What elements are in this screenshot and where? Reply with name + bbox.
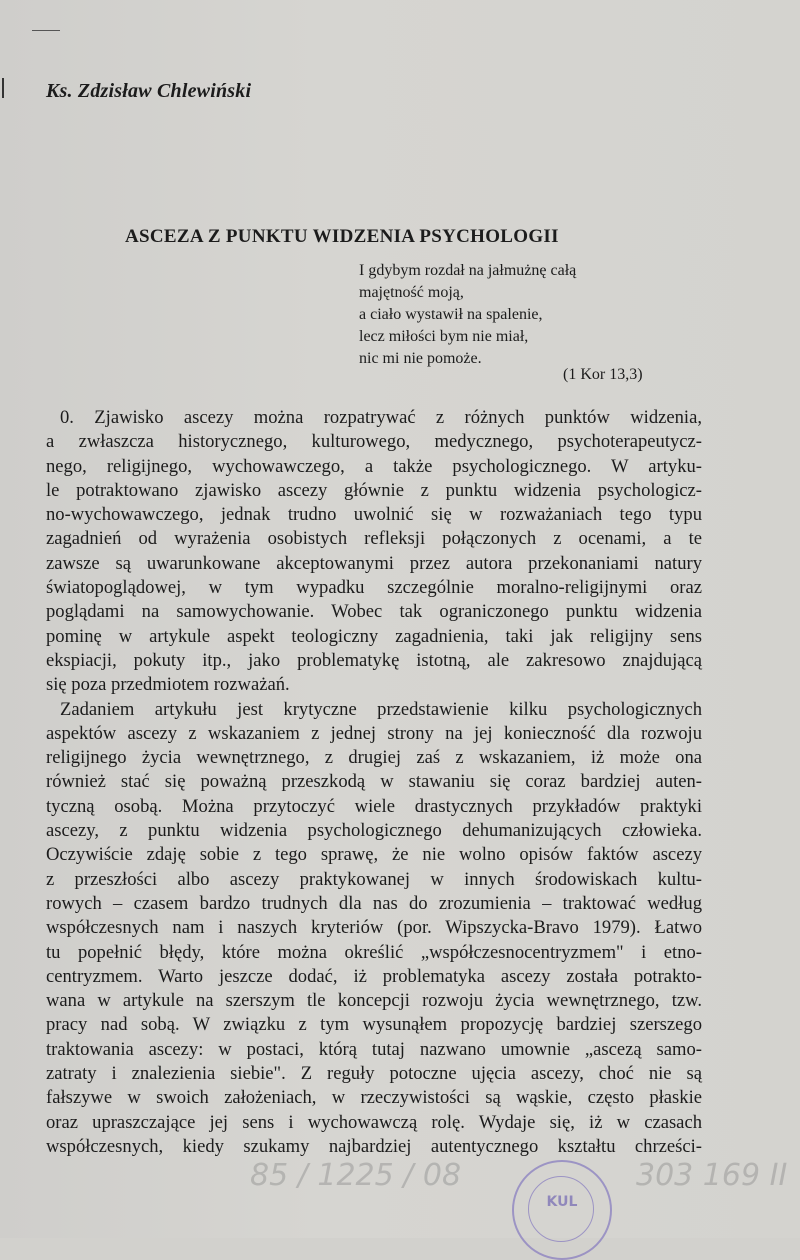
handwritten-catalog-number: 85 / 1225 / 08 [250,1158,462,1193]
body-line: no-wychowawczego, jednak trudno uwolnić się w rozważaniach tego typu [46,504,702,526]
body-line: 0. Zjawisko ascezy można rozpatrywać z różnych punktów widzenia, [60,407,702,428]
body-line: współczesnych nam i naszych kryteriów (por. Wipszycka-Bravo 1979). Łatwo [46,917,702,939]
body-line: współczesnych, kiedy szukamy najbardziej autentycznego kształtu chrześci- [46,1135,702,1157]
epigraph-reference: (1 Kor 13,3) [563,366,643,383]
body-line: religijnego życia wewnętrznego, z drugiej zaś z wskazaniem, iż może ona [46,747,702,769]
body-line: również stać się poważną przeszkodą w stawaniu się coraz bardziej auten- [46,771,702,793]
body-line: a zwłaszcza historycznego, kulturowego, medycznego, psychoterapeutycz- [46,431,702,453]
article-body [46,406,702,1159]
body-line: poglądami na samowychowanie. Wobec tak ograniczonego punktu widzenia [46,601,702,623]
body-line: Zadaniem artykułu jest krytyczne przedstawienie kilku psychologicznych [60,698,702,720]
margin-mark [2,78,4,98]
top-rule-mark [32,30,60,31]
body-line: ekspiacji, pokuty itp., jako problematykę istotną, ale zakresowo znajdującą [46,649,702,671]
epigraph-line: majętność moją, [359,284,464,301]
author-name: Ks. Zdzisław Chlewiński [46,80,252,102]
epigraph-line: lecz miłości bym nie miał, [359,328,529,345]
epigraph-line: I gdybym rozdał na jałmużnę całą [359,262,577,279]
epigraph-line: a ciało wystawił na spalenie, [359,306,543,323]
stamp-text: KUL [546,1194,578,1210]
body-line: tyczną osobą. Można przytoczyć wiele drastycznych przykładów praktyki [46,795,702,817]
body-line: z przeszłości albo ascezy praktykowanej w innych środowiskach kultu- [46,868,702,890]
body-line: oraz upraszczające jej sens i wychowawczą rolę. Wydaje się, iż w czasach [46,1111,702,1133]
body-line: aspektów ascezy z wskazaniem z jednej strony na jej konieczność dla rozwoju [46,722,702,744]
body-line: zawsze są uwarunkowane akceptowanymi przez autora przekonaniami natury [46,552,702,574]
body-line: centryzmem. Warto jeszcze dodać, iż problematyka ascezy została potrakto- [46,965,702,987]
epigraph-line: nic mi nie pomoże. [359,350,482,367]
body-line: zatraty i znalezienia siebie". Z reguły potoczne ujęcia ascezy, choć nie są [46,1063,702,1085]
body-line: traktowania ascezy: w postaci, którą tutaj nazwano umownie „ascezą samo- [46,1038,702,1060]
body-line: się poza przedmiotem rozważań. [46,674,290,696]
body-line: wana w artykule na szerszym tle koncepcji rozwoju życia wewnętrznego, tzw. [46,990,702,1012]
body-line: zagadnień od wyrażenia osobistych refleksji połączonych z ocenami, a te [46,528,702,550]
body-line: pominę w artykule aspekt teologiczny zagadnienia, taki jak religijny sens [46,625,702,647]
body-line: Oczywiście zdaję sobie z tego sprawę, że nie wolno opisów faktów ascezy [46,844,702,866]
body-line: fałszywe w swoich założeniach, w rzeczywistości są wąskie, często płaskie [46,1087,702,1109]
body-line: tu popełnić błędy, które można określić „współczesnocentryzmem" i etno- [46,941,702,963]
body-line: le potraktowano zjawisko ascezy głównie z punktu widzenia psychologicz- [46,479,702,501]
body-line: pracy nad sobą. W związku z tym wysunąłem propozycję bardziej szerszego [46,1014,702,1036]
body-line: nego, religijnego, wychowawczego, a także psychologicznego. W artyku- [46,455,702,477]
epigraph [359,260,576,370]
handwritten-catalog-number-2: 303 169 II [636,1158,788,1193]
body-line: światopoglądowej, w tym wypadku szczególnie moralno-religijnymi oraz [46,577,702,599]
article-title: ASCEZA Z PUNKTU WIDZENIA PSYCHOLOGII [125,226,559,247]
library-stamp [512,1160,612,1260]
body-line: rowych – czasem bardzo trudnych dla nas do zrozumienia – traktować według [46,892,702,914]
body-line: ascezy, z punktu widzenia psychologicznego dehumanizujących człowieka. [46,820,702,842]
